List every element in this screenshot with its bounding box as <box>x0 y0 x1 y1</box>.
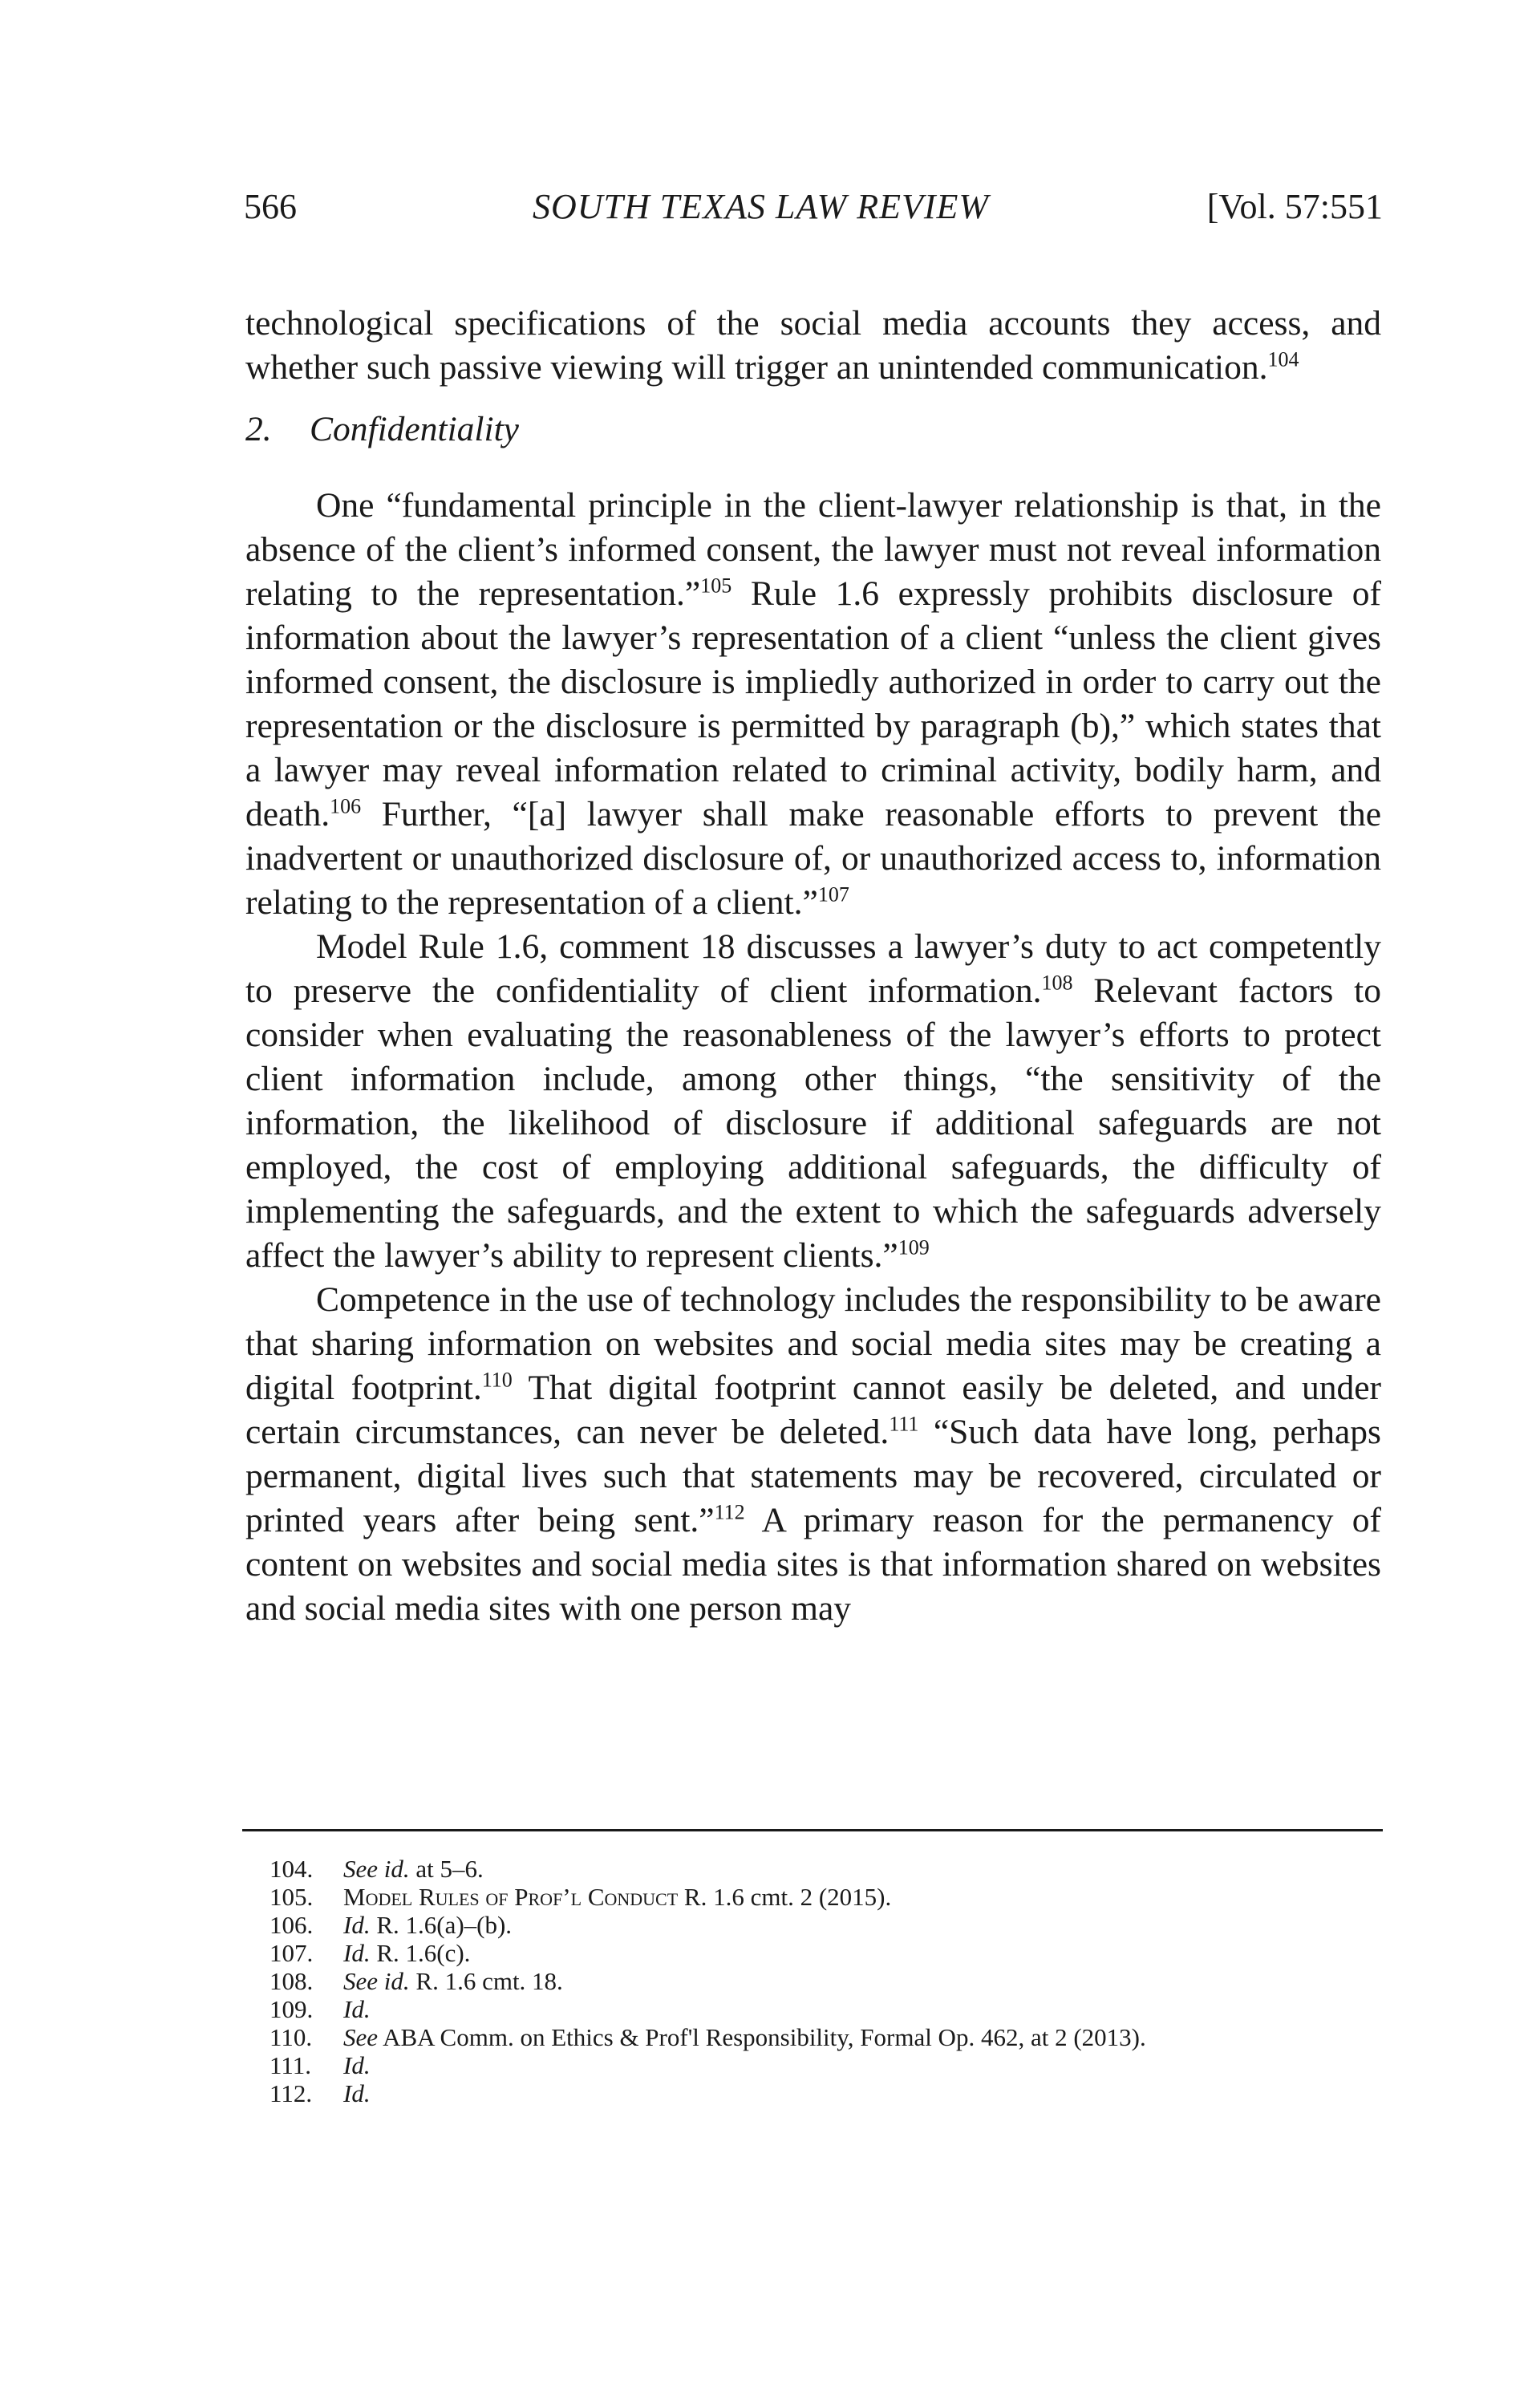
footnote: 106. Id. R. 1.6(a)–(b). <box>270 1911 513 1939</box>
footnote-ref[interactable]: 105 <box>700 574 732 598</box>
footnote-ref[interactable]: 112 <box>714 1500 745 1524</box>
footnote-number: 105. <box>270 1883 314 1911</box>
footnote-ref[interactable]: 111 <box>889 1412 919 1436</box>
footnote-number: 108. <box>270 1967 314 1995</box>
footnote: 107. Id. R. 1.6(c). <box>270 1939 471 1967</box>
footnote-number: 106. <box>270 1911 314 1939</box>
running-header <box>244 183 1383 231</box>
footnote-ref[interactable]: 109 <box>898 1235 930 1259</box>
footnote-divider <box>242 1829 1383 1831</box>
page-number: 566 <box>244 187 297 226</box>
footnote: 109. Id. <box>270 1995 371 2023</box>
footnote: 110. See ABA Comm. on Ethics & Prof'l Responsibility, Formal Op. 462, at 2 (2013). <box>270 2023 1146 2051</box>
footnote-number: 112. <box>270 2079 313 2107</box>
footnote-number: 111. <box>270 2051 311 2079</box>
footnote-number: 110. <box>270 2023 313 2051</box>
footnote: 112. Id. <box>270 2079 371 2107</box>
footnote-number: 107. <box>270 1939 314 1967</box>
section-title: Confidentiality <box>310 410 519 448</box>
footnote-number: 104. <box>270 1855 314 1883</box>
paragraph-continuation: technological specifications of the social media accounts they access, and whether such passive viewing will trigger an unintended communication.$^{104}$ <box>245 304 1381 387</box>
section-number: 2. <box>245 410 272 448</box>
volume-citation: [Vol. 57:551 <box>1206 187 1383 226</box>
paragraph: Model Rule 1.6, comment 18 discusses a lawyer’s duty to act competently to preserve the confidentiality of client information.$^{108}$ Relevant factors to consider when evaluating the reasonableness of the lawyer’s efforts to protect client information include, among other things, “the sensitivity of the information, the likelihood of disclosure if additional safeguards are not employed, the cost of employing additional safeguards, the difficulty of implementing the safeguards, and the extent to which the safeguards adversely affect the lawyer’s ability to represent clients.”$^{109}$ <box>245 927 1382 1275</box>
paragraph: Competence in the use of technology includes the responsibility to be aware that sharing information on websites and social media sites may be creating a digital footprint.$^{110}$ That digital footprint cannot easily be deleted, and under certain circumstances, can never be deleted.$^{111}$ “Such data have long, perhaps permanent, digital lives such that statements may be recovered, circulated or printed years after being sent.”$^{112}$ A primary reason for the permanency of content on websites and social media sites is that information shared on websites and social media sites with one person may <box>245 1280 1381 1628</box>
journal-title: SOUTH TEXAS LAW REVIEW <box>533 187 990 226</box>
footnote-ref[interactable]: 106 <box>330 794 362 818</box>
footnote-ref[interactable]: 108 <box>1041 971 1073 995</box>
footnote: 105. Model Rules of Prof’l Conduct R. 1.6 cmt. 2 (2015). <box>270 1883 892 1911</box>
paragraph: One “fundamental principle in the client-lawyer relationship is that, in the absence of the client’s informed consent, the lawyer must not reveal information relating to the representation.”$^{105}$ Rule 1.6 expressly prohibits disclosure of information about the lawyer’s representation of a client “unless the client gives informed consent, the disclosure is impliedly authorized in order to carry out the representation or the disclosure is permitted by paragraph (b),” which states that a lawyer may reveal information related to criminal activity, bodily harm, and death.$^{106}$ Further, “[a] lawyer shall make reasonable efforts to prevent the inadvertent or unauthorized disclosure of, or unauthorized access to, information relating to the representation of a client.”$^{107}$ <box>245 486 1381 922</box>
footnotes <box>270 1855 1376 2107</box>
main-text <box>245 302 1381 1631</box>
footnote-ref[interactable]: 104 <box>1267 347 1299 371</box>
section-heading <box>245 408 1381 452</box>
footnote: 111. Id. <box>270 2051 371 2079</box>
footnote: 108. See id. R. 1.6 cmt. 18. <box>270 1967 563 1995</box>
footnote: 104. See id. at 5–6. <box>270 1855 484 1883</box>
footnote-number: 109. <box>270 1995 314 2023</box>
footnote-ref[interactable]: 110 <box>481 1368 513 1392</box>
footnote-ref[interactable]: 107 <box>817 882 849 906</box>
